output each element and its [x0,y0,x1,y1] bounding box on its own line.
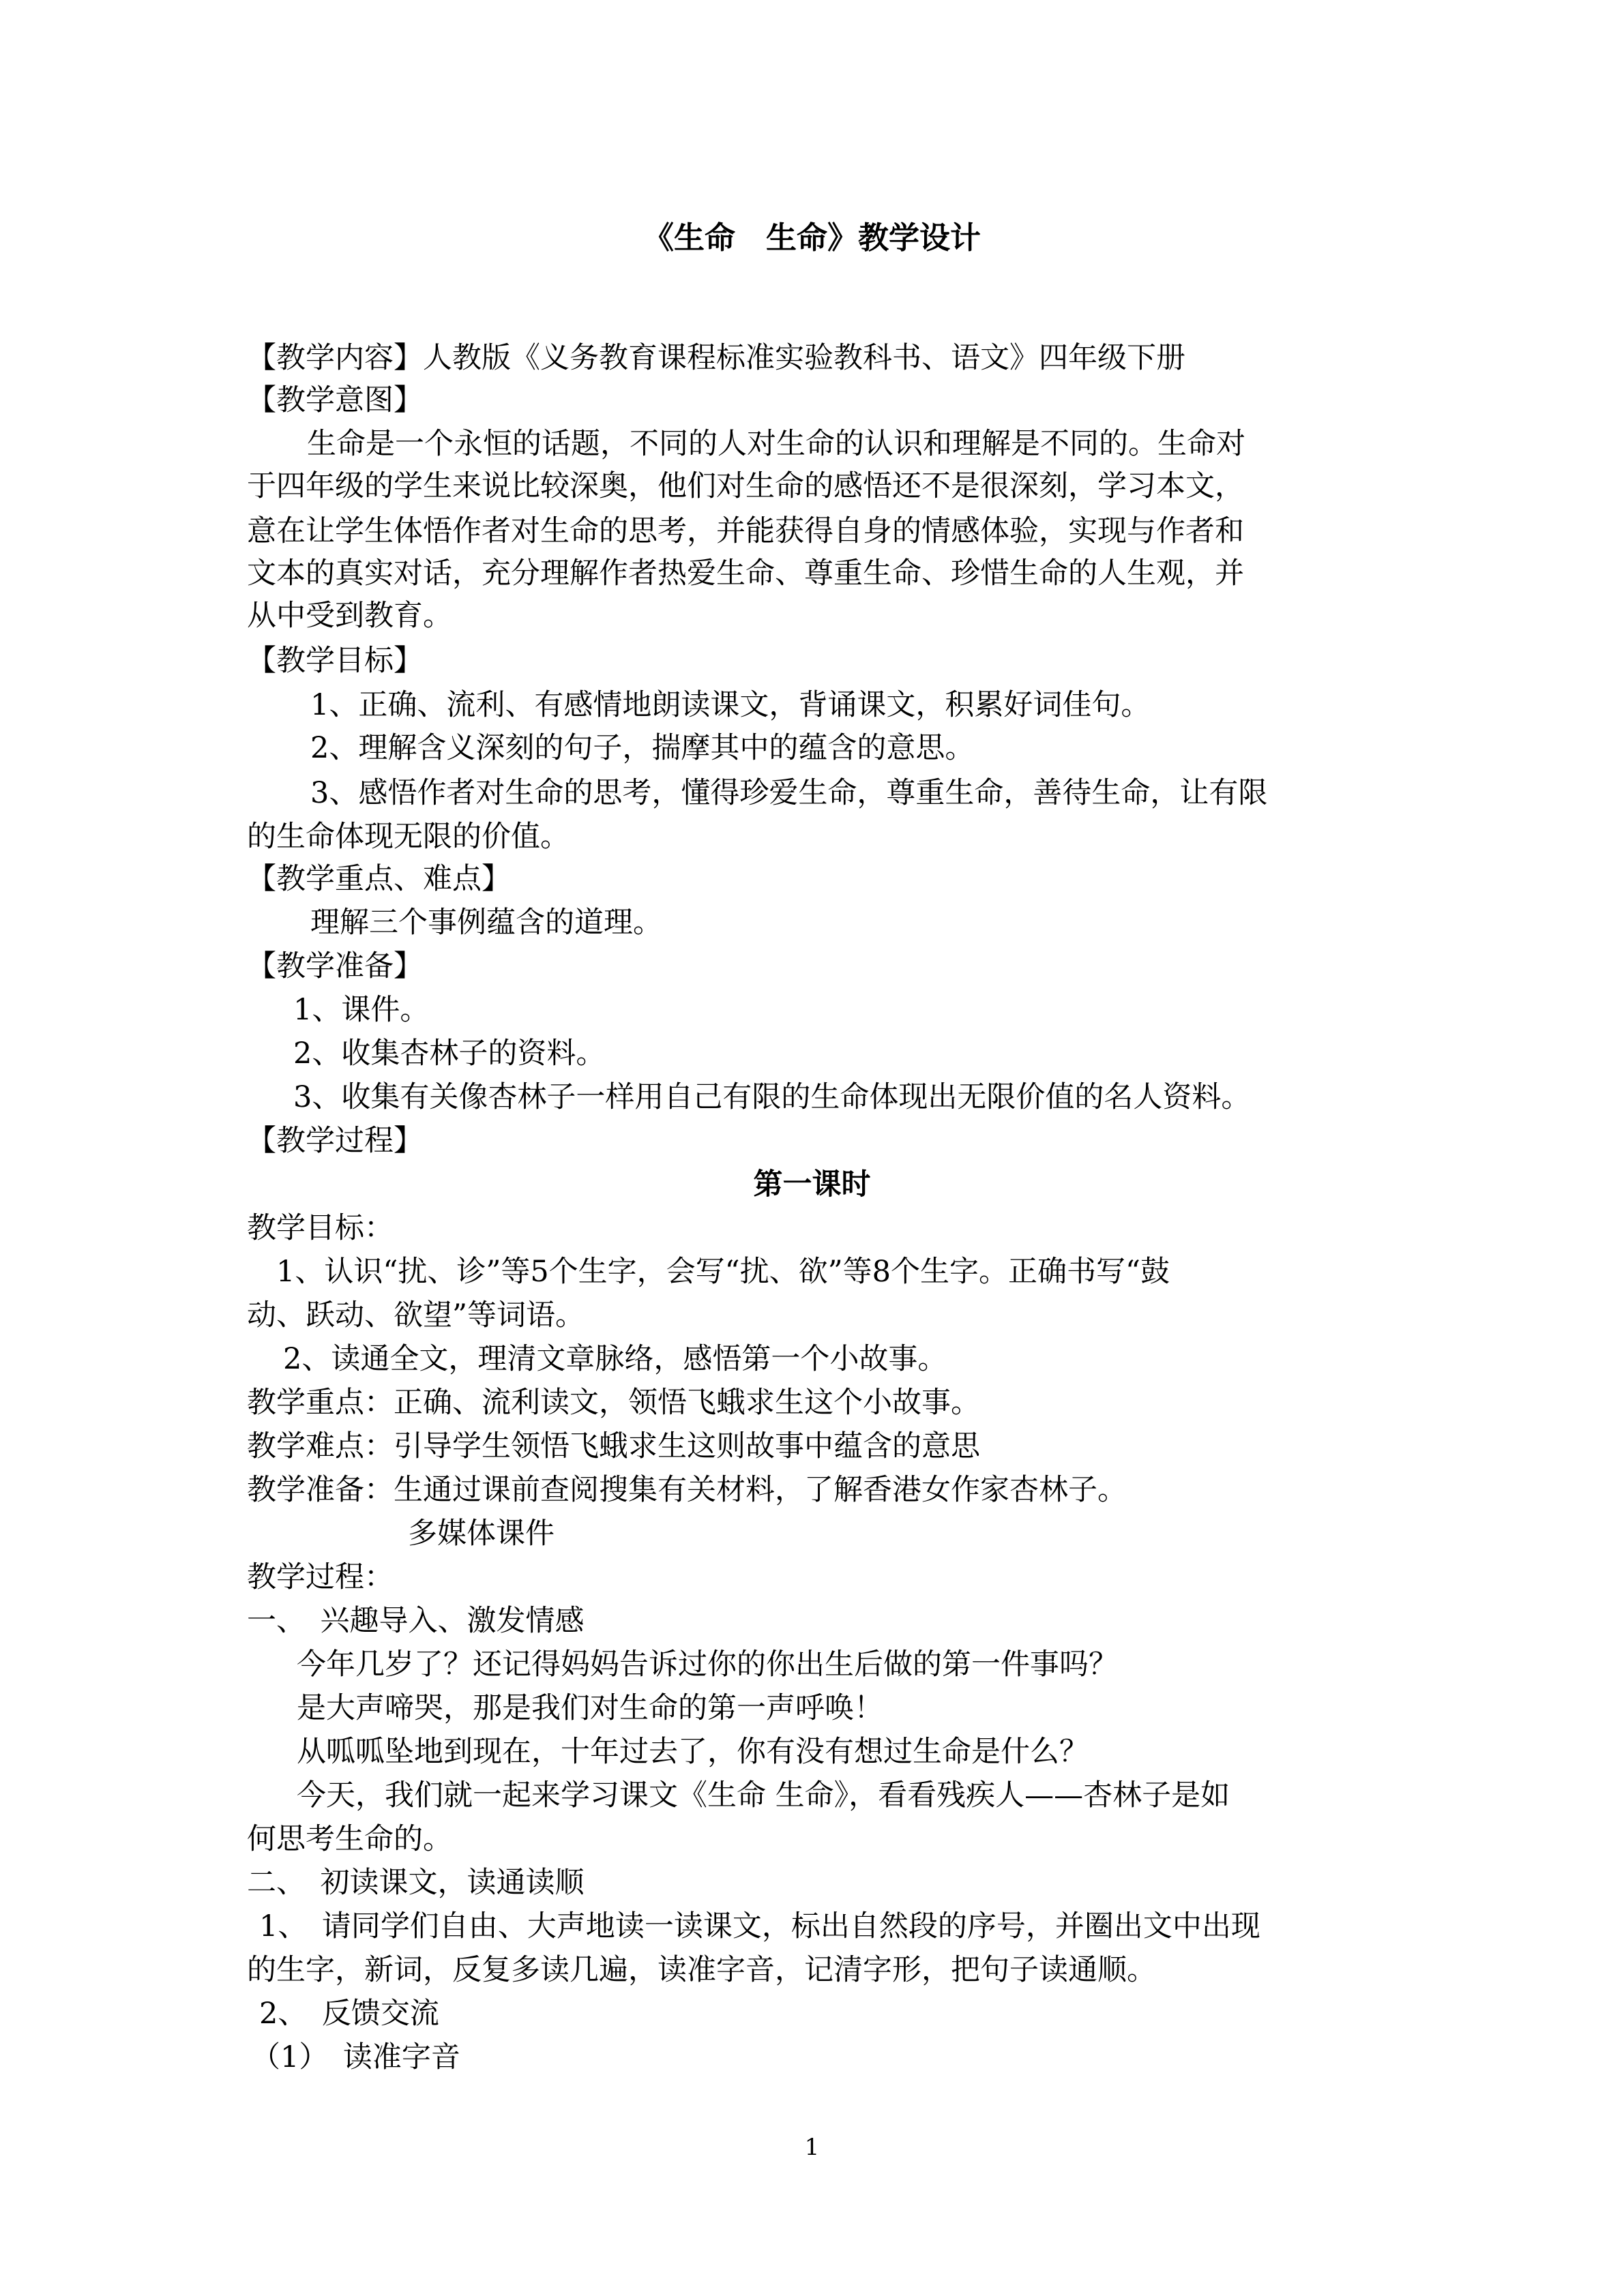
page-number: 1 [804,2134,820,2161]
step2-title: 二、 初读课文，读通读顺 [247,1866,585,1900]
lesson1-title: 第一课时 [753,1167,871,1202]
step2-line: 2、 反馈交流 [259,1997,439,2031]
prep-header: 【教学准备】 [247,949,423,983]
prep-item: 3、收集有关像杏林子一样用自己有限的生命体现出无限价值的名人资料。 [293,1080,1251,1114]
lesson1-difficulty: 教学难点：引导学生领悟飞蛾求生这则故事中蕴含的意思 [247,1429,980,1463]
process-header: 【教学过程】 [247,1124,423,1158]
lesson1-process-label: 教学过程： [247,1560,394,1594]
lesson1-prep: 教学准备：生通过课前查阅搜集有关材料，了解香港女作家杏林子。 [247,1473,1127,1507]
lesson1-prep-continuation: 多媒体课件 [408,1517,555,1551]
goal-item: 2、理解含义深刻的句子，揣摩其中的蕴含的意思。 [310,731,975,765]
step2-line: （1） 读准字音 [251,2040,460,2074]
goal-item: 1、正确、流利、有感情地朗读课文，背诵课文，积累好词佳句。 [310,688,1151,722]
intent-paragraph-line: 于四年级的学生来说比较深奥，他们对生命的感悟还不是很深刻，学习本文， [247,469,1244,503]
step1-line: 是大声啼哭，那是我们对生命的第一声呼唤！ [297,1691,883,1725]
step1-line-continuation: 何思考生命的。 [247,1822,452,1856]
prep-item: 2、收集杏林子的资料。 [293,1037,606,1071]
keypoints-header: 【教学重点、难点】 [247,862,511,896]
teaching-content-line: 【教学内容】人教版《义务教育课程标准实验教科书、语文》四年级下册 [247,341,1185,375]
lesson1-goal-item: 1、认识“扰、诊”等5个生字，会写“扰、欲”等8个生字。正确书写“鼓 [276,1255,1170,1289]
intent-paragraph-line: 文本的真实对话，充分理解作者热爱生命、尊重生命、珍惜生命的人生观，并 [247,556,1244,591]
goals-header: 【教学目标】 [247,644,423,678]
step1-title: 一、 兴趣导入、激发情感 [247,1604,585,1638]
lesson1-goal-label: 教学目标： [247,1211,394,1245]
lesson1-goal-item: 2、读通全文，理清文章脉络，感悟第一个小故事。 [283,1342,947,1376]
intent-header: 【教学意图】 [247,383,423,417]
intent-paragraph-line: 从中受到教育。 [247,599,452,633]
page-title: 《生命 生命》教学设计 [643,220,981,256]
step1-line: 今年几岁了？还记得妈妈告诉过你的你出生后做的第一件事吗？ [297,1648,1118,1682]
lesson1-goal-continuation: 动、跃动、欲望”等词语。 [247,1298,585,1332]
lesson1-key: 教学重点：正确、流利读文，领悟飞蛾求生这个小故事。 [247,1386,980,1420]
intent-paragraph-line: 意在让学生体悟作者对生命的思考，并能获得自身的情感体验，实现与作者和 [247,514,1244,548]
goal-item: 3、感悟作者对生命的思考，懂得珍爱生命，尊重生命，善待生命，让有限 [310,776,1268,810]
step2-line: 1、 请同学们自由、大声地读一读课文，标出自然段的序号，并圈出文中出现 [259,1909,1260,1943]
prep-item: 1、课件。 [293,993,430,1027]
goal-item-continuation: 的生命体现无限的价值。 [247,820,570,854]
step2-line-continuation: 的生字，新词，反复多读几遍，读准字音，记清字形，把句子读通顺。 [247,1953,1156,1987]
intent-paragraph-line: 生命是一个永恒的话题，不同的人对生命的认识和理解是不同的。生命对 [307,427,1245,461]
keypoints-text: 理解三个事例蕴含的道理。 [310,906,662,940]
step1-line: 从呱呱坠地到现在，十年过去了，你有没有想过生命是什么？ [297,1735,1089,1769]
step1-line: 今天，我们就一起来学习课文《生命 生命》，看看残疾人——杏林子是如 [297,1778,1230,1813]
